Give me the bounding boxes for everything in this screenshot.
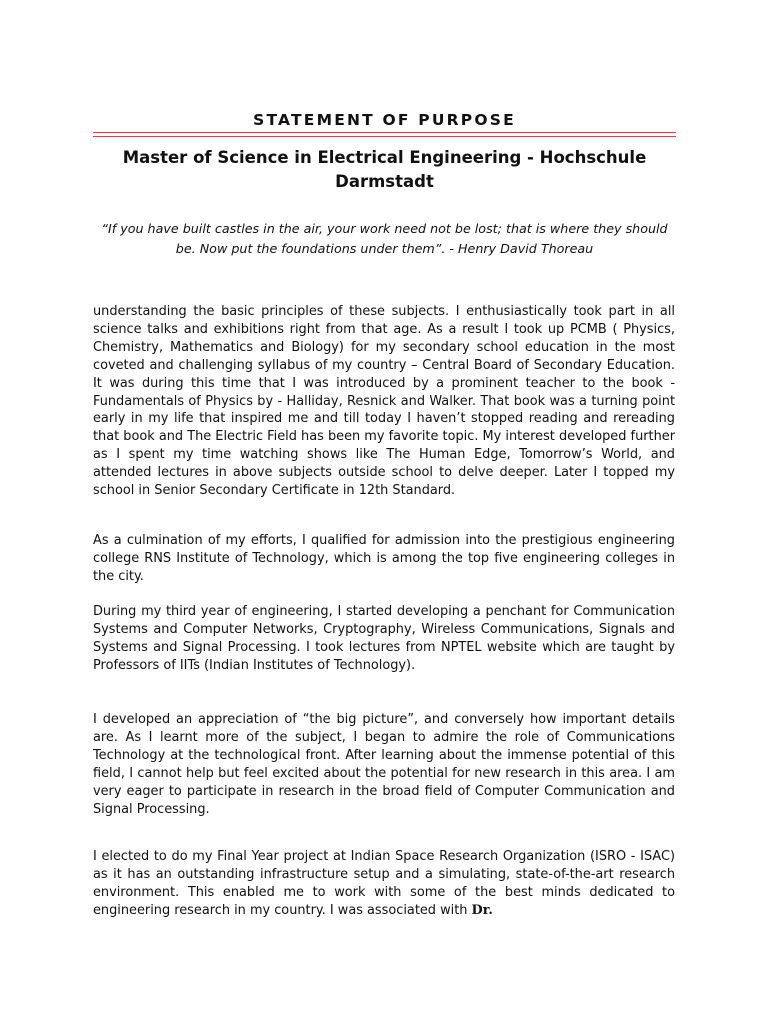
heading-divider-thin: [93, 136, 676, 137]
paragraph-final-year-text: I elected to do my Final Year project at Indian Space Research Organization (ISRO - ISAC) as it has an outstanding infrastructure setup and a simulating, state-of-the-art research environment. This enabled me to work with some of the best minds dedicated to engineering research in my country. I was associated with: [93, 849, 675, 918]
program-title: Master of Science in Electrical Engineering - Hochschule Darmstadt: [122, 148, 647, 191]
paragraph-third-year: During my third year of engineering, I started developing a penchant for Communication Systems and Computer Networks, Cryptography, Wireless Communications, Signals and Systems and Signal Processing. I took lectures from NPTEL website which are taught by Professors of IITs (Indian Institutes of Technology).: [93, 604, 675, 673]
document-heading: STATEMENT OF PURPOSE: [253, 111, 516, 129]
heading-divider-thick: [93, 132, 676, 133]
paragraph-big-picture: I developed an appreciation of “the big picture”, and conversely how important details are. As I learnt more of the subject, I began to admire the role of Communications Technology at the technological front. After learning about the immense potential of this field, I cannot help but feel excited about the potential for new research in this area. I am very eager to participate in research in the broad field of Computer Communication and Signal Processing.: [93, 712, 675, 817]
epigraph-quote: “If you have built castles in the air, your work need not be lost; that is where they should be. Now put the foundations under them”. - Henry David Thoreau: [101, 221, 668, 256]
paragraph-early-interest: understanding the basic principles of these subjects. I enthusiastically took part in all science talks and exhibitions right from that age. As a result I took up PCMB ( Physics, Chemistry, Mathematics and Biology) for my secondary school education in the most coveted and challenging syllabus of my country – Central Board of Secondary Education. It was during this time that I was introduced by a prominent teacher to the book - Fundamentals of Physics by - Halliday, Resnick and Walker. That book was a turning point early in my life that inspired me and till today I haven’t stopped reading and rereading that book and The Electric Field has been my favorite topic. My interest developed further as I spent my time watching shows like The Human Edge, Tomorrow’s World, and attended lectures in above subjects outside school to delve deeper. Later I topped my school in Senior Secondary Certificate in 12th Standard.: [93, 304, 675, 499]
paragraph-final-year-project: [93, 848, 675, 920]
paragraph-college-admission: As a culmination of my efforts, I qualified for admission into the prestigious engineering college RNS Institute of Technology, which is among the top five engineering colleges in the city.: [93, 533, 675, 584]
emphasis-dr: Dr.: [471, 902, 493, 918]
